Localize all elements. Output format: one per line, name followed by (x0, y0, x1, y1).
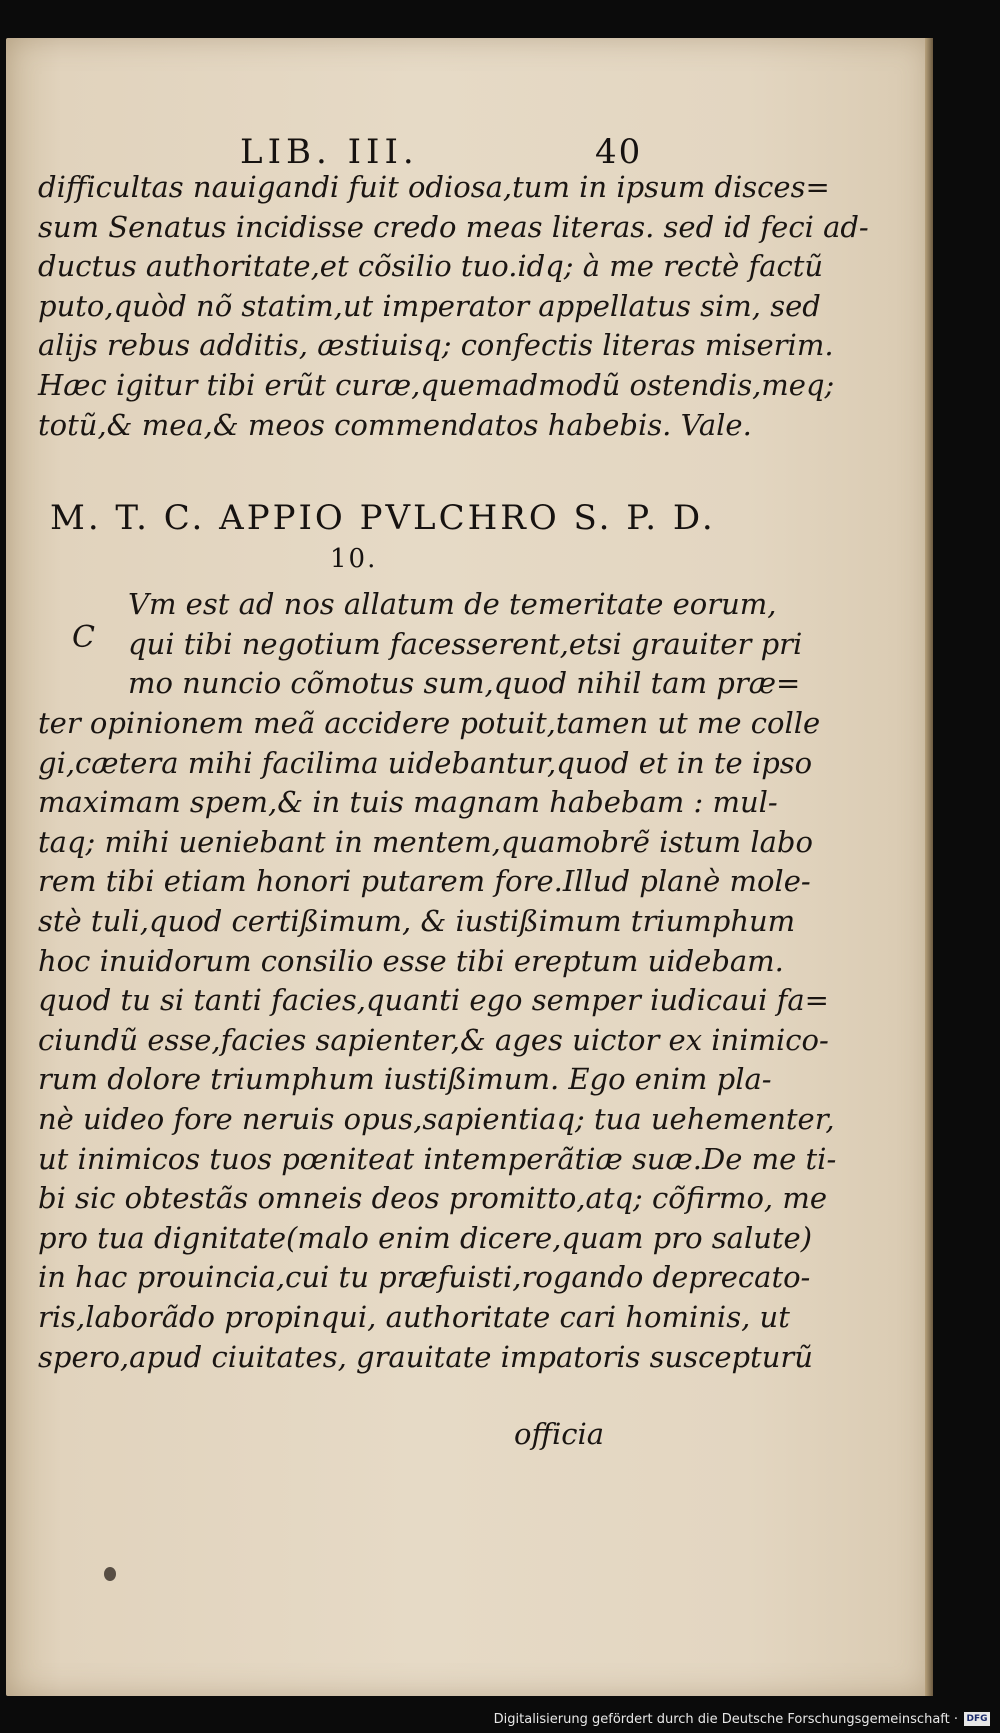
letter-heading: M. T. C. APPIO PVLCHRO S. P. D. (50, 498, 716, 538)
text-line: ductus authoritate,et cõsilio tuo.idq; à me rectè factũ (38, 249, 824, 284)
text-line: spero,apud ciuitates, grauitate impatoris suscepturũ (38, 1339, 813, 1374)
text-line: in hac prouincia,cui tu præfuisti,rogando deprecato- (38, 1260, 811, 1295)
text-line: ris,laborãdo propinqui, authoritate cari hominis, ut (38, 1299, 790, 1334)
ink-blot (104, 1567, 116, 1581)
text-line: puto,quòd nõ statim,ut imperator appellatus sim, sed (38, 288, 821, 323)
text-line: Vm est ad nos allatum de temeritate eorum, (128, 587, 777, 621)
text-line: bi sic obtestãs omneis deos promitto,atq; cõfirmo, me (38, 1181, 828, 1216)
page-edge (925, 38, 933, 1696)
text-line: nè uideo fore neruis opus,sapientiaq; tua uehementer, (38, 1101, 835, 1136)
text-line: qui tibi negotium facesserent,etsi grauiter pri (128, 626, 803, 661)
text-line: ut inimicos tuos pœniteat intemperãtiæ suæ.De me ti- (38, 1141, 837, 1176)
letter-opening-lines (128, 585, 803, 704)
text-line: stè tuli,quod certißimum, & iustißimum triumphum (38, 903, 796, 938)
letter-body (38, 704, 837, 1377)
funding-credit: Digitalisierung gefördert durch die Deutsche Forschungsgemeinschaft · (493, 1711, 958, 1727)
running-title: LIB. III. (240, 132, 419, 172)
catchword: officia (514, 1417, 605, 1451)
text-line: rum dolore triumphum iustißimum. Ego enim pla- (38, 1062, 772, 1097)
previous-letter-ending (38, 168, 869, 445)
text-line: hoc inuidorum consilio esse tibi ereptum uidebam. (38, 943, 784, 978)
text-line: ciundũ esse,facies sapienter,& ages uictor ex inimico- (38, 1022, 829, 1057)
drop-cap-letter: C (72, 620, 95, 655)
text-line: difficultas nauigandi fuit odiosa,tum in ipsum disces= (38, 170, 830, 204)
letter-number: 10. (330, 544, 378, 574)
text-line: rem tibi etiam honori putarem fore.Illud planè mole- (38, 864, 811, 899)
page-number: 40 (595, 132, 643, 172)
text-line: ter opinionem meã accidere potuit,tamen ut me colle (38, 706, 821, 740)
running-header (240, 132, 750, 172)
text-line: quod tu si tanti facies,quanti ego semper iudicaui fa= (38, 983, 829, 1018)
text-line: mo nuncio cõmotus sum,quod nihil tam præ= (128, 666, 801, 701)
dfg-logo-icon: DFG (964, 1712, 990, 1726)
digitization-footer (494, 1709, 990, 1729)
text-line: sum Senatus incidisse credo meas literas. sed id feci ad- (38, 209, 869, 244)
text-line: maximam spem,& in tuis magnam habebam : mul- (38, 785, 778, 820)
text-line: pro tua dignitate(malo enim dicere,quam pro salute) (38, 1220, 813, 1255)
text-line: taq; mihi ueniebant in mentem,quamobrẽ istum labo (38, 824, 813, 859)
text-line: alijs rebus additis, æstiuisq; confectis literas miserim. (38, 328, 834, 363)
text-line: gi,cætera mihi facilima uidebantur,quod et in te ipso (38, 745, 813, 780)
text-line: totũ,& mea,& meos commendatos habebis. Vale. (38, 407, 752, 442)
text-line: Hæc igitur tibi erũt curæ,quemadmodũ ostendis,meq; (38, 367, 835, 402)
